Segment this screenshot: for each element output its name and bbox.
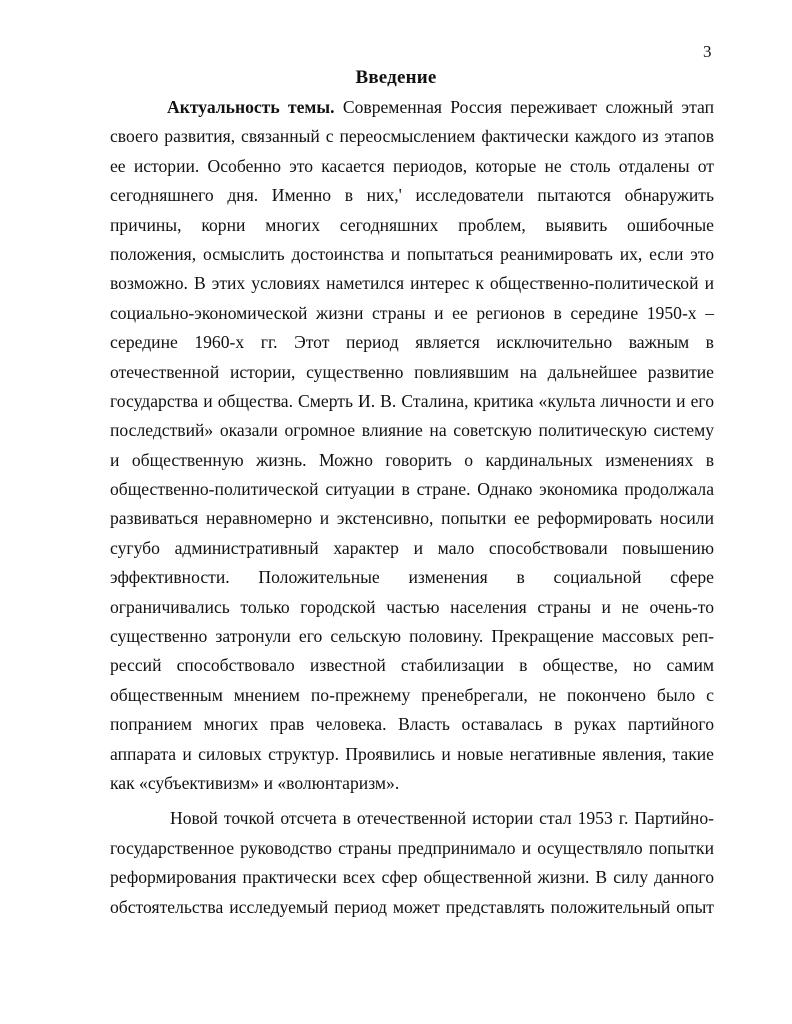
paragraph-1-line: положения, осмыслить достоинства и попытаться реанимировать их, если это (110, 243, 714, 264)
paragraph-lead-heading: Актуальность темы. (167, 97, 335, 117)
paragraph-1-first-line-rest: Современная Россия переживает сложный этап (334, 97, 714, 117)
paragraph-1-line: сугубо административный характер и мало способствовали повышению (110, 537, 714, 558)
paragraph-1-line: эффективности. Положительные изменения в социальной сфере (110, 567, 714, 588)
paragraph-1-line: середине 1960-х гг. Этот период является исключительно важным в (110, 332, 714, 353)
paragraph-1-line: развиваться неравномерно и экстенсивно, попытки ее реформировать носили (110, 508, 714, 529)
paragraph-1-line: аппарата и силовых структур. Проявились и новые негативные явления, такие (110, 743, 714, 764)
paragraph-1-line: ее истории. Особенно это касается периодов, которые не столь отдалены от (110, 155, 714, 176)
paragraph-1-line: государства и общества. Смерть И. В. Сталина, критика «культа личности и его (110, 390, 714, 411)
paragraph-1-line: общественно-политической ситуации в стране. Однако экономика продолжала (110, 479, 714, 500)
document-body (110, 93, 714, 922)
paragraph-2-line: реформирования практически всех сфер общественной жизни. В силу данного (110, 867, 714, 888)
paragraph-1-line: существенно затронули его сельскую половину. Прекращение массовых реп- (110, 626, 714, 647)
paragraph-1-line: рессий способствовало известной стабилизации в обществе, но самим (110, 655, 714, 676)
paragraph-1-line: возможно. В этих условиях наметился интерес к общественно-политической и (110, 273, 714, 294)
paragraph-2-line: Новой точкой отсчета в отечественной истории стал 1953 г. Партийно- (170, 808, 714, 829)
paragraph-2-line: государственное руководство страны предпринимало и осуществляло попытки (110, 837, 714, 858)
paragraph-1-line: и общественную жизнь. Можно говорить о кардинальных изменениях в (110, 449, 714, 470)
paragraph-1-line: своего развития, связанный с переосмыслением фактически каждого из этапов (110, 126, 714, 147)
paragraph-1-line: общественным мнением по-прежнему пренебрегали, не покончено было с (110, 684, 714, 705)
paragraph-1-line (110, 93, 714, 122)
paragraph-1-line: отечественной истории, существенно повлиявшим на дальнейшее развитие (110, 361, 714, 382)
paragraph-1-line: как «субъективизм» и «волюнтаризм». (110, 772, 400, 793)
page-number: 3 (703, 42, 712, 61)
paragraph-1-line: сегодняшнего дня. Именно в них,' исследователи пытаются обнаружить (110, 185, 714, 206)
paragraph-1-line: последствий» оказали огромное влияние на советскую политическую систему (110, 420, 714, 441)
page-title: Введение (355, 67, 437, 88)
paragraph-1-line: ограничивались только городской частью населения страны и не очень-то (110, 596, 714, 617)
paragraph-1-line: социально-экономической жизни страны и ее регионов в середине 1950-х – (110, 302, 714, 323)
paragraph-1-line: попранием многих прав человека. Власть оставалась в руках партийного (110, 714, 714, 735)
paragraph-2-line: обстоятельства исследуемый период может представлять положительный опыт (110, 896, 714, 917)
paragraph-1-line: причины, корни многих сегодняшних проблем, выявить ошибочные (110, 214, 714, 235)
